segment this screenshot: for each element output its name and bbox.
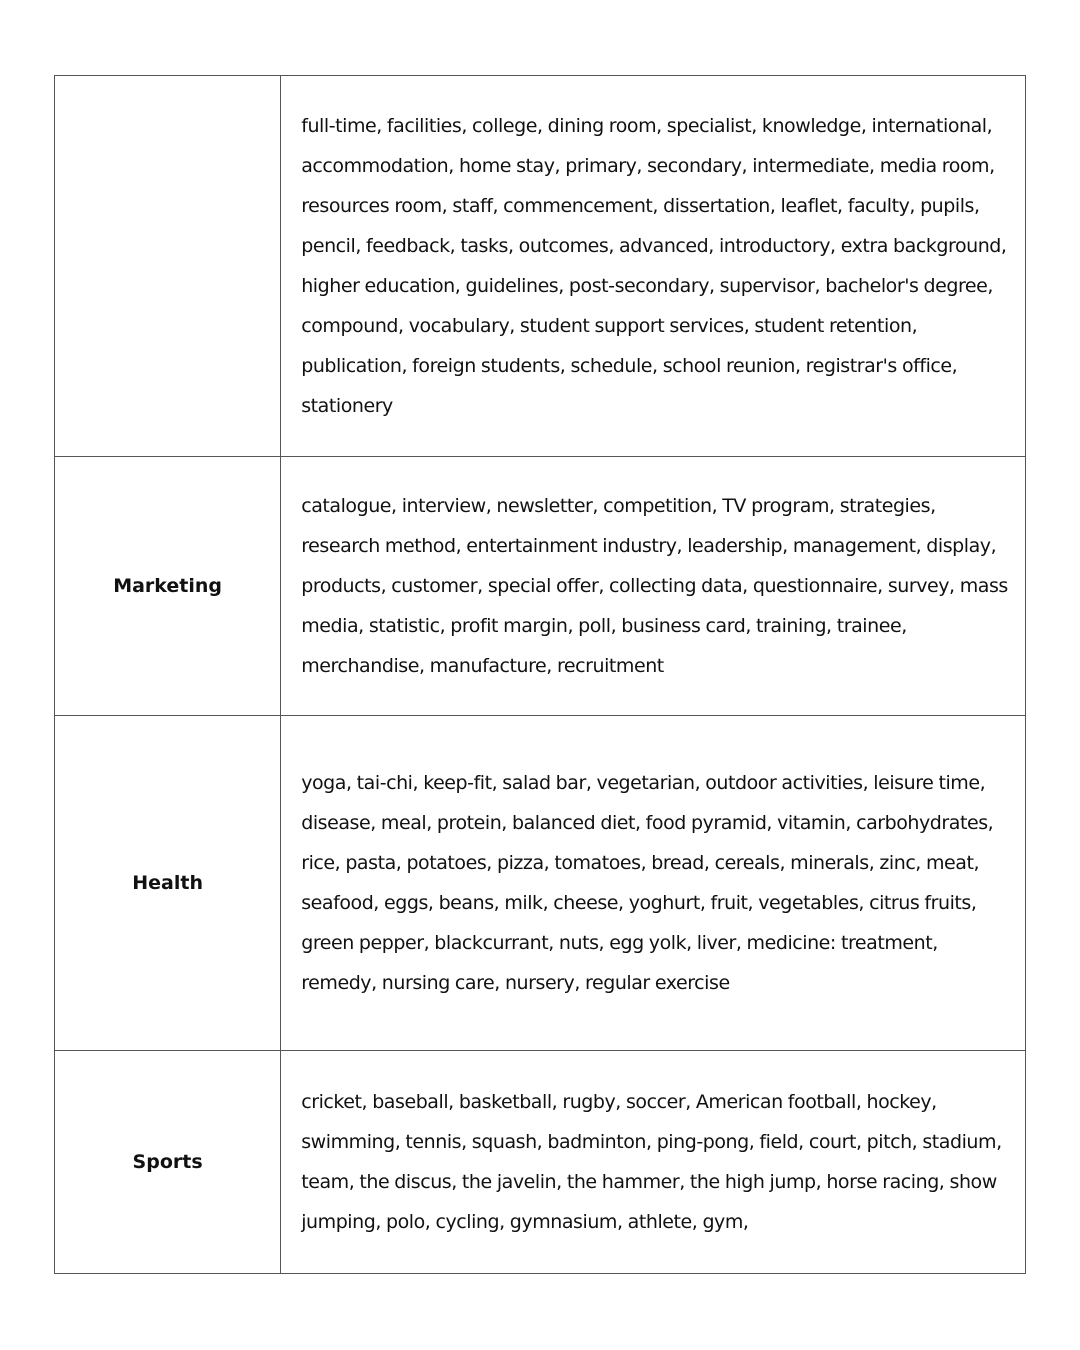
- vocabulary-table: [54, 75, 1026, 1274]
- table-row: [55, 716, 1026, 1051]
- word-list-cell: cricket, baseball, basketball, rugby, soccer, American football, hockey, swimming, tennis, squash, badminton, ping-pong, field, court, pitch, stadium, team, the discus, the javelin, the hammer, the high jump, horse racing, show jumping, polo, cycling, gymnasium, athlete, gym,: [281, 1051, 1026, 1274]
- word-list-cell: catalogue, interview, newsletter, competition, TV program, strategies, research method, entertainment industry, leadership, management, display, products, customer, special offer, collecting data, questionnaire, survey, mass media, statistic, profit margin, poll, business card, training, trainee, merchandise, manufacture, recruitment: [281, 457, 1026, 716]
- table-row: [55, 457, 1026, 716]
- table-row: [55, 1051, 1026, 1274]
- topic-cell: Marketing: [55, 457, 281, 716]
- topic-cell: Sports: [55, 1051, 281, 1274]
- topic-cell: Health: [55, 716, 281, 1051]
- topic-cell: [55, 76, 281, 457]
- word-list-cell: full-time, facilities, college, dining room, specialist, knowledge, international, accommodation, home stay, primary, secondary, intermediate, media room, resources room, staff, commencement, dissertation, leaflet, faculty, pupils, pencil, feedback, tasks, outcomes, advanced, introductory, extra background, higher education, guidelines, post-secondary, supervisor, bachelor's degree, compound, vocabulary, student support services, student retention, publication, foreign students, schedule, school reunion, registrar's office, stationery: [281, 76, 1026, 457]
- table-row: [55, 76, 1026, 457]
- word-list-cell: yoga, tai-chi, keep-fit, salad bar, vegetarian, outdoor activities, leisure time, disease, meal, protein, balanced diet, food pyramid, vitamin, carbohydrates, rice, pasta, potatoes, pizza, tomatoes, bread, cereals, minerals, zinc, meat, seafood, eggs, beans, milk, cheese, yoghurt, fruit, vegetables, citrus fruits, green pepper, blackcurrant, nuts, egg yolk, liver, medicine: treatment, remedy, nursing care, nursery, regular exercise: [281, 716, 1026, 1051]
